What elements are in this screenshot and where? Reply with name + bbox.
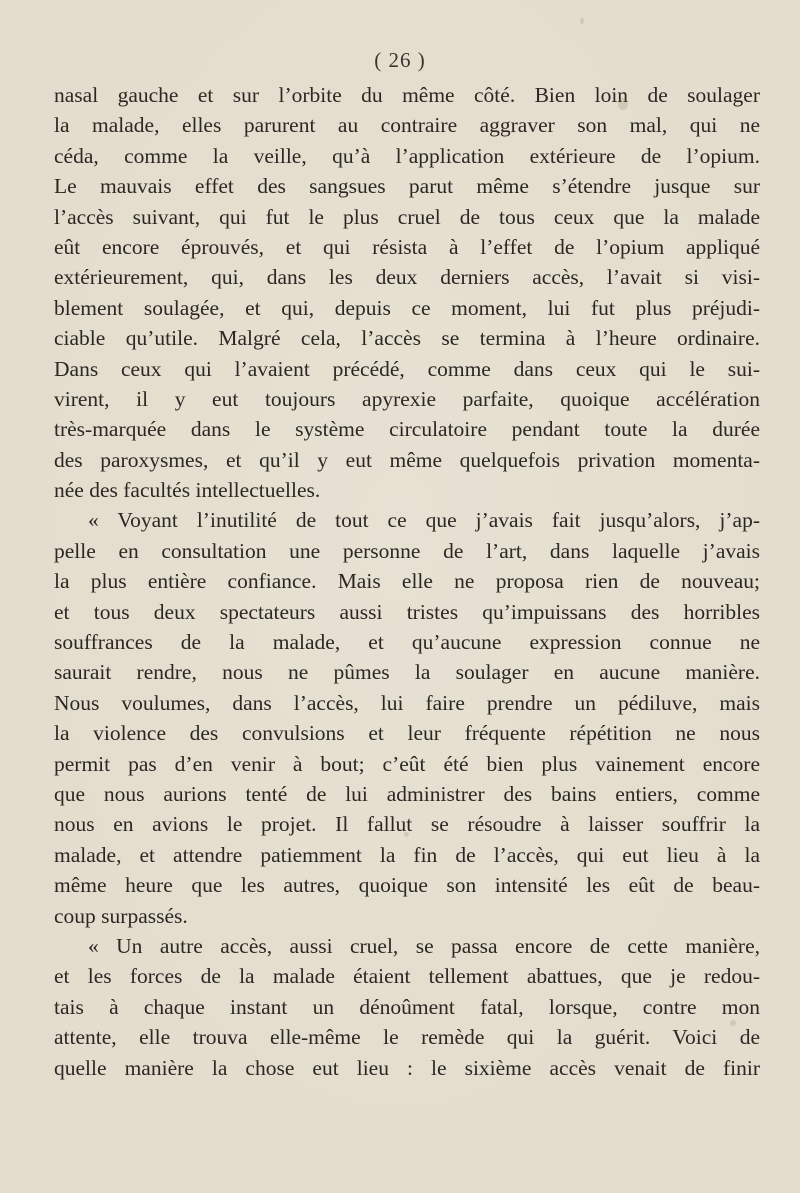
- text-line: la violence des convulsions et leur fréquente répétition ne nous: [54, 721, 760, 746]
- text-line: virent, il y eut toujours apyrexie parfaite, quoique accélération: [54, 386, 760, 411]
- paper-speck: [730, 1020, 736, 1026]
- text-line: extérieurement, qui, dans les deux derniers accès, l’avait si visi-: [54, 265, 760, 290]
- text-line: quelle manière la chose eut lieu : le sixième accès venait de finir: [54, 1055, 760, 1080]
- text-line: tais à chaque instant un dénoûment fatal, lorsque, contre mon: [54, 994, 760, 1019]
- text-line: née des facultés intellectuelles.: [54, 478, 321, 503]
- text-line: Dans ceux qui l’avaient précédé, comme dans ceux qui le sui-: [54, 356, 760, 381]
- text-line: saurait rendre, nous ne pûmes la soulager en aucune manière.: [54, 660, 760, 685]
- paper-speck: [404, 832, 409, 837]
- text-line: la plus entière confiance. Mais elle ne proposa rien de nouveau;: [54, 569, 760, 594]
- text-line: attente, elle trouva elle-même le remède qui la guérit. Voici de: [54, 1025, 760, 1050]
- text-line: et tous deux spectateurs aussi tristes qu’impuissans des horribles: [54, 599, 760, 624]
- text-line: que nous aurions tenté de lui administrer des bains entiers, comme: [54, 781, 760, 806]
- body-text: [54, 80, 760, 1083]
- text-line: même heure que les autres, quoique son intensité les eût de beau-: [54, 873, 760, 898]
- text-line: Nous voulumes, dans l’accès, lui faire prendre un pédiluve, mais: [54, 690, 760, 715]
- text-line: des paroxysmes, et qu’il y eut même quelquefois privation momenta-: [54, 447, 760, 472]
- text-line: malade, et attendre patiemment la fin de l’accès, qui eut lieu à la: [54, 842, 760, 867]
- paper-speck: [618, 98, 628, 110]
- text-line: nasal gauche et sur l’orbite du même côté. Bien loin de soulager: [54, 83, 760, 107]
- paper-speck: [580, 18, 584, 24]
- text-line: l’accès suivant, qui fut le plus cruel de tous ceux que la malade: [54, 204, 760, 229]
- text-line: très-marquée dans le système circulatoire pendant toute la durée: [54, 417, 760, 442]
- text-line: souffrances de la malade, et qu’aucune expression connue ne: [54, 630, 760, 655]
- text-line: Le mauvais effet des sangsues parut même s’étendre jusque sur: [54, 174, 760, 199]
- text-line: ciable qu’utile. Malgré cela, l’accès se termina à l’heure ordinaire.: [54, 326, 760, 351]
- text-line: nous en avions le projet. Il fallut se résoudre à laisser souffrir la: [54, 812, 760, 837]
- text-line: et les forces de la malade étaient tellement abattues, que je redou-: [54, 964, 760, 989]
- text-line: pelle en consultation une personne de l’art, dans laquelle j’avais: [54, 538, 760, 563]
- text-line: eût encore éprouvés, et qui résista à l’effet de l’opium appliqué: [54, 234, 760, 259]
- text-line: la malade, elles parurent au contraire aggraver son mal, qui ne: [54, 113, 760, 138]
- page-number: ( 26 ): [374, 48, 426, 72]
- text-line: blement soulagée, et qui, depuis ce moment, lui fut plus préjudi-: [54, 295, 760, 320]
- text-line: « Voyant l’inutilité de tout ce que j’avais fait jusqu’alors, j’ap-: [88, 508, 760, 533]
- text-line: « Un autre accès, aussi cruel, se passa encore de cette manière,: [88, 933, 760, 958]
- text-line: céda, comme la veille, qu’à l’application extérieure de l’opium.: [54, 143, 760, 168]
- text-line: coup surpassés.: [54, 903, 188, 928]
- text-line: permit pas d’en venir à bout; c’eût été bien plus vainement encore: [54, 751, 760, 776]
